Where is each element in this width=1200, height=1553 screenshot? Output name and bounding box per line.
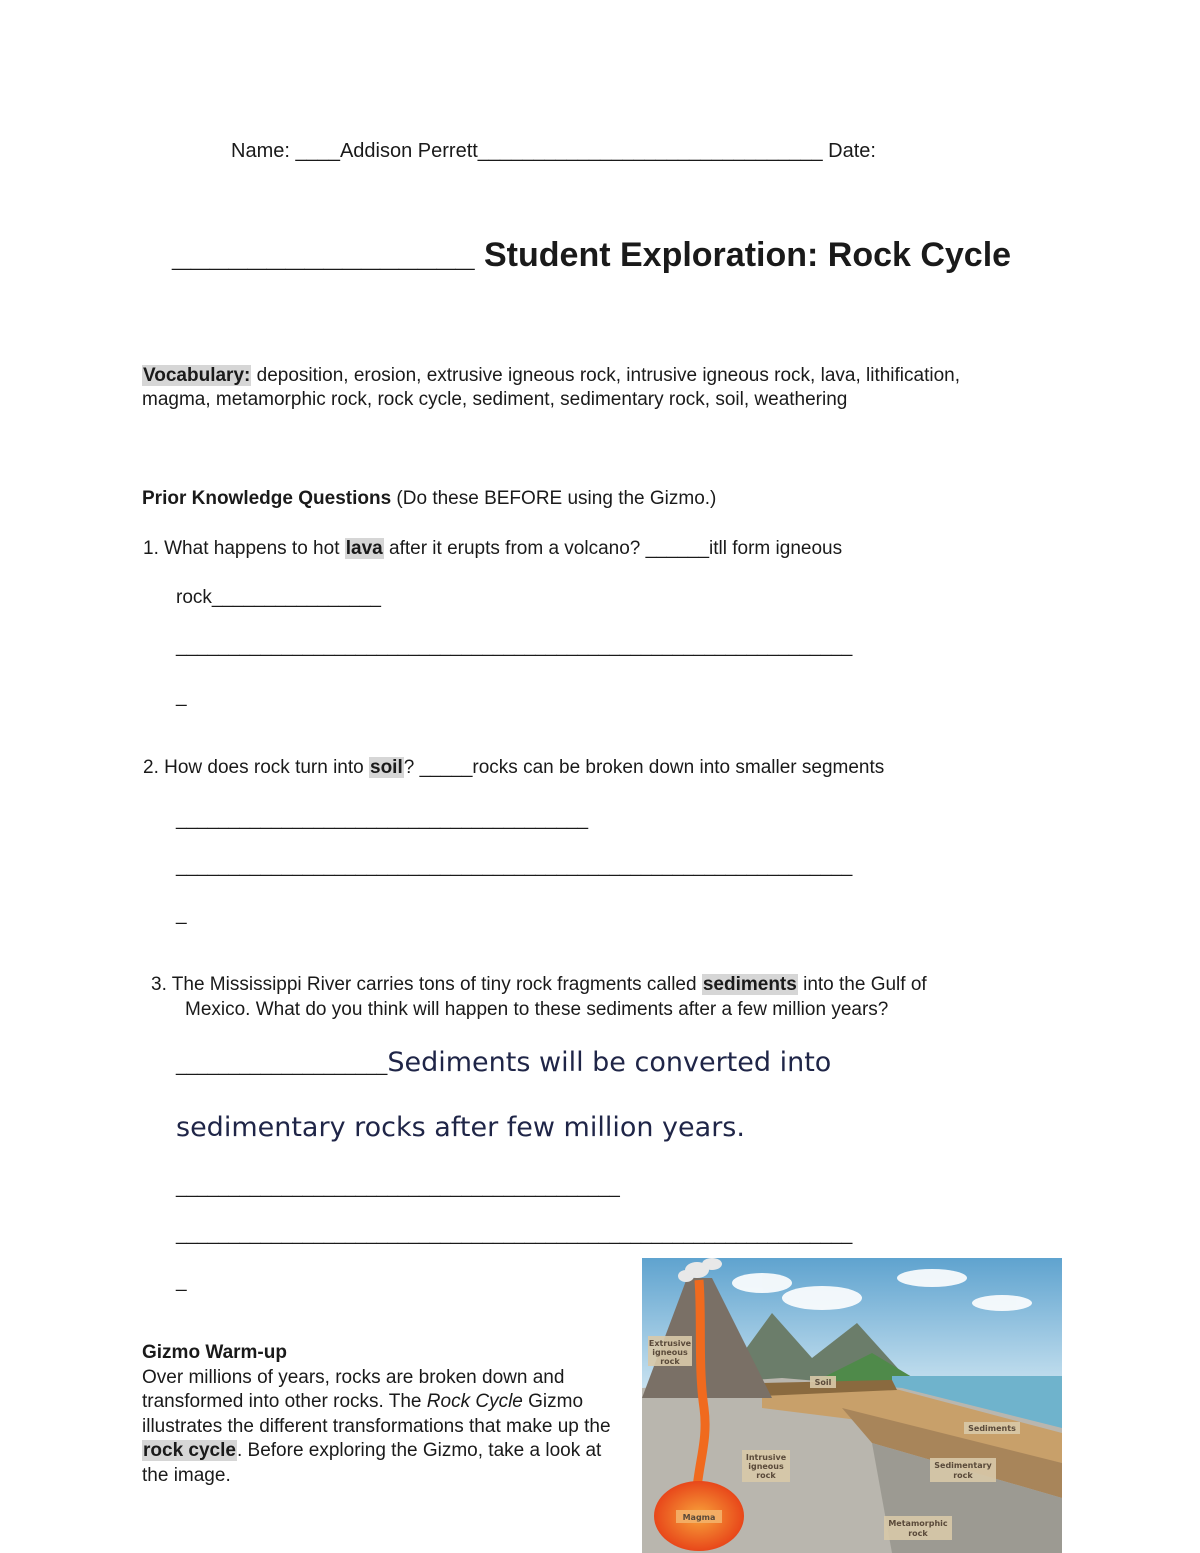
keyword-lava: lava [345,538,383,559]
gizmo-warmup [142,1341,632,1488]
vocabulary-section [142,364,1002,412]
vocabulary-terms: deposition, erosion, extrusive igneous rock, intrusive igneous rock, lava, lithification, magma, metamorphic rock, rock cycle, sediment, sedimentary rock, soil, weathering [142,365,960,410]
answer-underline: ____________________ [176,1055,388,1076]
page-title: ________________ Student Exploration: Rock Cycle [172,236,1012,274]
label-sedimentary-1: Sedimentary [934,1461,992,1470]
label-intrusive-2: igneous [748,1462,784,1471]
label-sedimentary-2: rock [953,1471,973,1480]
answer-line-tail: _ [176,1271,187,1292]
keyword-sediments: sediments [702,974,797,995]
prior-knowledge-title: Prior Knowledge Questions [142,488,392,509]
answer-line[interactable]: ________________________________________________________________ [176,856,853,877]
question-1-answer-continued[interactable]: rock________________ [176,587,381,608]
answer-text-1: Sediments will be converted into [387,1047,832,1078]
label-metamorphic-1: Metamorphic [888,1519,948,1528]
label-intrusive-1: Intrusive [745,1453,787,1462]
keyword-soil: soil [370,757,403,778]
prior-knowledge-heading [142,488,716,510]
answer-line-tail: _ [176,686,187,707]
label-metamorphic-2: rock [908,1529,928,1538]
answer-line-partial[interactable]: __________________________________________ [176,1177,620,1198]
label-soil: Soil [814,1378,832,1387]
question-3-suffix: into the Gulf of [797,974,927,995]
question-3-prefix: 3. The Mississippi River carries tons of tiny rock fragments called [151,974,702,995]
question-1-answer: after it erupts from a volcano? ______itll form igneous [383,538,843,559]
label-extrusive-2: igneous [652,1348,688,1357]
label-magma: Magma [682,1513,716,1522]
answer-line[interactable]: ________________________________________________________________ [176,1224,853,1245]
rock-cycle-diagram [642,1258,1062,1553]
lava-channel [697,1280,705,1488]
warmup-heading: Gizmo Warm-up [142,1342,287,1363]
label-extrusive-3: rock [660,1357,680,1366]
warmup-text-3: . Before exploring the Gizmo, take a look at the image. [142,1440,602,1486]
answer-line-partial[interactable]: _______________________________________ [176,809,589,830]
warmup-italic: Rock Cycle [426,1391,523,1412]
keyword-rock-cycle: rock cycle [143,1440,236,1461]
question-3-answer-line-2[interactable]: sedimentary rocks after few million years. [176,1112,745,1143]
question-1 [143,538,842,560]
rock-cycle-illustration [642,1258,1062,1553]
prior-knowledge-note: (Do these BEFORE using the Gizmo.) [391,488,717,509]
question-3-answer-line-1[interactable] [176,1047,831,1078]
question-1-prefix: 1. What happens to hot [143,538,345,559]
warmup-text-2: Gizmo illustrates the different transformations that make up the [142,1391,611,1437]
label-sediments: Sediments [968,1424,1016,1433]
question-3-line-2: Mexico. What do you think will happen to these sediments after a few million years? [185,999,889,1020]
label-extrusive-1: Extrusive [648,1339,692,1348]
question-2-prefix: 2. How does rock turn into [143,757,369,778]
question-3 [151,974,927,996]
warmup-text-1: Over millions of years, rocks are broken down and transformed into other rocks. The [142,1366,565,1412]
answer-line-tail: _ [176,904,187,925]
answer-line[interactable]: ________________________________________________________________ [176,636,853,657]
question-2 [143,757,884,779]
question-2-answer: ? _____rocks can be broken down into smaller segments [403,757,885,778]
vocabulary-label: Vocabulary: [143,365,251,386]
label-intrusive-3: rock [756,1471,776,1480]
name-date-line: Name: ____Addison Perrett_______________________________ Date: [231,140,876,162]
